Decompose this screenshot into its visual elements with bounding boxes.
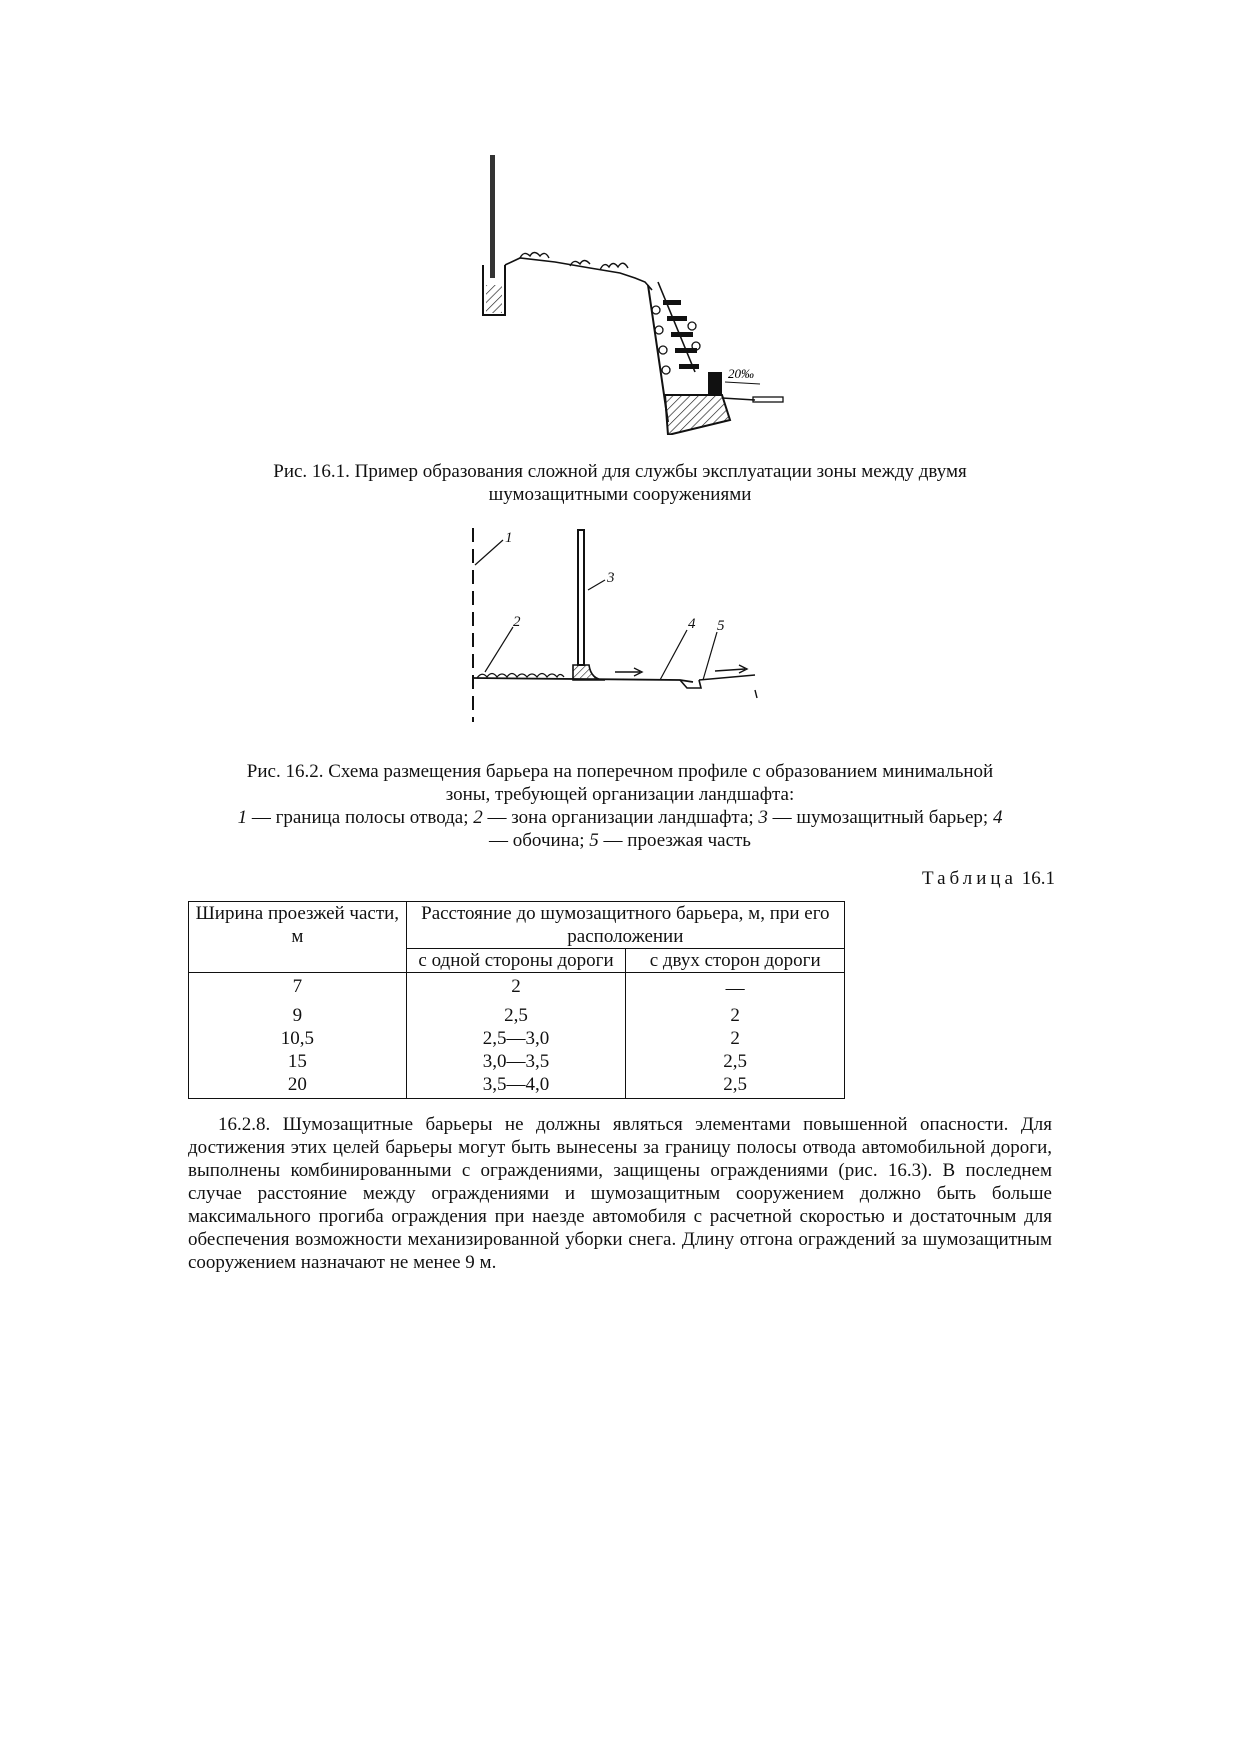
table-cell: 2,5—3,0 [406,1027,626,1050]
legend-number: 2 [473,807,483,828]
figure-16-2-label-1: 1 [505,530,513,546]
table-row [189,1027,845,1050]
table-label-word: Таблица [921,868,1017,889]
table-cell: 15 [189,1050,407,1073]
table-cell: 2 [626,1000,845,1027]
figure-16-2-label-5: 5 [717,618,725,634]
distance-table [188,901,845,1099]
header-one-side: с одной стороны дороги [406,949,626,973]
table-cell: 7 [189,973,407,1001]
figure-16-2-label-3: 3 [607,570,615,586]
figure-16-1-slope-label: 20‰ [728,366,754,381]
table-label-number: 16.1 [1021,868,1055,889]
caption-line: зоны, требующей организации ландшафта: [445,784,795,805]
table-cell: 10,5 [189,1027,407,1050]
legend-number: 4 [992,807,1003,828]
figure-16-1-caption [190,460,1050,506]
figure-16-2-caption [190,760,1050,852]
body-paragraph: 16.2.8. Шумозащитные барьеры не должны являться элементами повышенной опасности. Для достижения этих целей барьеры могут быть вынесены за границу полосы отвода автомобильной дороги, выполнены комбинированными с ограждениями, защищены ограждениями (рис. 16.3). В последнем случае расстояние между ограждениями и шумозащитным сооружением должно быть больше максимального прогиба ограждения при наезде автомобиля с расчетной скоростью и достаточным для обеспечения возможности механизированной уборки снега. Длину отгона ограждений за шумозащитным сооружением назначают не менее 9 м. [188,1114,1052,1273]
figure-16-2-label-2: 2 [513,614,521,630]
header-distance: Расстояние до шумозащитного барьера, м, при его расположении [406,902,844,949]
table-row [189,1050,845,1073]
caption-line: Рис. 16.1. Пример образования сложной для службы эксплуатации зоны между двумя [273,461,967,482]
legend-number: 5 [589,830,599,851]
table-row [189,1073,845,1099]
table-cell: 3,0—3,5 [406,1050,626,1073]
table-cell: 3,5—4,0 [406,1073,626,1099]
figure-16-1-drawing [460,150,790,435]
legend-number: 1 [237,807,248,828]
legend-text: — зона организации ландшафта; [482,807,759,828]
legend-text: — граница полосы отвода; [247,807,474,828]
figure-16-2-drawing [455,520,795,730]
table-row [189,973,845,1001]
table-cell: 2 [406,973,626,1001]
table-label [922,868,1055,890]
header-road-width: Ширина проезжей части, м [189,902,407,973]
caption-line: шумозащитными сооружениями [488,484,752,505]
table-cell: — [626,973,845,1001]
figure-16-2-legend [190,806,1050,852]
table-cell: 2,5 [626,1073,845,1099]
table-row [189,1000,845,1027]
caption-line: Рис. 16.2. Схема размещения барьера на поперечном профиле с образованием минимальной [246,761,994,782]
legend-text: — проезжая часть [598,830,751,851]
legend-text: — обочина; [489,830,590,851]
table-cell: 9 [189,1000,407,1027]
header-two-sides: с двух сторон дороги [626,949,845,973]
legend-text: — шумозащитный барьер; [767,807,993,828]
table-cell: 2 [626,1027,845,1050]
figure-16-2-label-4: 4 [688,616,696,632]
table-cell: 20 [189,1073,407,1099]
table-cell: 2,5 [626,1050,845,1073]
table-cell: 2,5 [406,1000,626,1027]
legend-number: 3 [758,807,768,828]
